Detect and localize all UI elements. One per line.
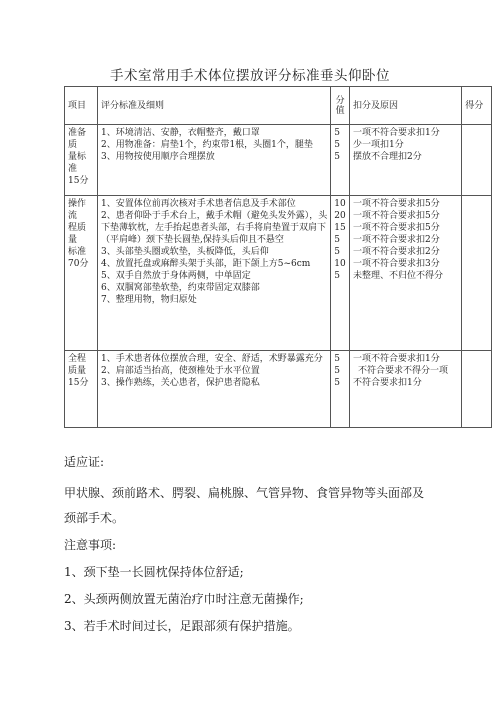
note-item: 3、若手术时间过长，足跟部须有保护措施。	[64, 619, 300, 633]
detail-text: 3、操作熟练，关心患者，保护患者隐私	[101, 378, 260, 388]
score-cell	[331, 351, 350, 428]
reason-text: 一项不符合要求扣5分	[353, 223, 440, 233]
reason-text: 一项不符合要求扣2分	[353, 235, 440, 245]
item-text: 质量	[68, 366, 87, 376]
reason-cell	[350, 196, 462, 351]
note-item: 2、头颈两侧放置无菌治疗巾时注意无菌操作;	[64, 592, 304, 606]
header-reason: 扣分及原因	[350, 87, 462, 125]
score-value: 10	[334, 259, 346, 269]
header-detail: 评分标准及细则	[98, 87, 331, 125]
detail-text: 2、患者仰卧于手术台上，戴手术帽（避免头发外露），头下垫薄软枕，左手抬起患者头部，右手将肩垫置于双肩下（平肩峰）颈下垫长圆垫,保持头后仰且不悬空	[101, 211, 328, 245]
detail-text: 6、双腘窝部垫软垫，约束带固定双膝部	[101, 283, 260, 293]
page-title: 手术室常用手术体位摆放评分标准垂头仰卧位	[110, 68, 390, 84]
score-value: 5	[334, 354, 341, 364]
scoring-table	[64, 86, 492, 428]
score-value: 20	[334, 211, 346, 221]
item-text: 15分	[68, 176, 89, 186]
score-cell	[331, 125, 350, 196]
got-cell	[462, 125, 492, 196]
notes-title: 注意事项:	[64, 538, 117, 552]
table-row	[65, 196, 492, 351]
item-cell	[65, 125, 98, 196]
reason-text: 未整理、不归位不得分	[353, 271, 444, 281]
item-cell	[65, 196, 98, 351]
detail-text: 1、环境清洁、安静，衣帽整齐，戴口罩	[101, 128, 260, 138]
item-text: 70分	[68, 259, 89, 269]
score-value: 5	[334, 271, 341, 281]
table-row	[65, 125, 492, 196]
item-text: 量标准	[68, 152, 87, 174]
reason-text: 少一项扣1分	[353, 140, 404, 150]
score-value: 5	[334, 378, 341, 388]
detail-text: 4、放置托盘或麻醉头架于头部，距下颌上方5~6cm	[101, 259, 311, 269]
table-row	[65, 351, 492, 428]
reason-text: 一项不符合要求扣1分	[353, 354, 440, 364]
header-score	[331, 87, 350, 125]
score-cell	[331, 196, 350, 351]
detail-text: 7、整理用物，物归原处	[101, 295, 197, 305]
detail-text: 2、用物准备：肩垫1个，约束带1根，头圈1个，腿垫	[101, 140, 313, 150]
table-header-row	[65, 87, 492, 125]
score-value: 5	[334, 247, 341, 257]
reason-text: 摆放不合理扣2分	[353, 152, 422, 162]
reason-cell	[350, 125, 462, 196]
score-value: 5	[334, 366, 341, 376]
detail-text: 1、安置体位前再次核对手术患者信息及手术部位	[101, 199, 296, 209]
score-value: 5	[334, 128, 341, 138]
score-value: 5	[334, 235, 341, 245]
reason-text: 一项不符合要求扣1分	[353, 128, 440, 138]
reason-text: 一项不符合要求扣3分	[353, 259, 440, 269]
reason-cell	[350, 351, 462, 428]
item-cell	[65, 351, 98, 428]
indications-line: 甲状腺、颈前路术、腭裂、扁桃腺、气管异物、食管异物等头面部及	[64, 486, 425, 500]
reason-text: 一项不符合要求扣5分	[353, 211, 440, 221]
score-value: 5	[334, 140, 341, 150]
reason-text: 不符合要求扣1分	[353, 378, 422, 388]
item-text: 标准	[68, 247, 87, 257]
score-value: 10	[334, 199, 346, 209]
item-text: 准备质	[68, 128, 87, 150]
header-got: 得分	[462, 87, 492, 125]
note-item: 1、颈下垫一长圆枕保持体位舒适;	[64, 565, 244, 579]
reason-text: 不符合要求不得分一项	[358, 366, 449, 376]
detail-text: 2、肩部适当抬高，使颈椎处于水平位置	[101, 366, 260, 376]
header-score-char: 分	[335, 95, 345, 106]
item-text: 程质量	[68, 223, 87, 245]
detail-text: 3、用物按使用顺序合理摆放	[101, 152, 215, 162]
got-cell	[462, 351, 492, 428]
score-value: 5	[334, 152, 341, 162]
detail-text: 3、头部垫头圈或软垫，头板降低，头后仰	[101, 247, 269, 257]
detail-text: 1、手术患者体位摆放合理，安全、舒适，术野暴露充分	[101, 354, 323, 364]
detail-text: 5、双手自然放于身体两侧，中单固定	[101, 271, 251, 281]
item-text: 15分	[68, 378, 89, 388]
indications-line: 颈部手术。	[64, 511, 125, 525]
reason-text: 一项不符合要求扣5分	[353, 199, 440, 209]
detail-cell	[98, 196, 331, 351]
header-item: 项目	[65, 87, 98, 125]
score-value: 15	[334, 223, 346, 233]
got-cell	[462, 196, 492, 351]
detail-cell	[98, 351, 331, 428]
detail-cell	[98, 125, 331, 196]
item-text: 全程	[68, 354, 87, 364]
indications-title: 适应证:	[64, 455, 105, 469]
item-text: 操作流	[68, 199, 87, 221]
reason-text: 一项不符合要求扣2分	[353, 247, 440, 257]
header-score-char: 值	[335, 105, 345, 116]
